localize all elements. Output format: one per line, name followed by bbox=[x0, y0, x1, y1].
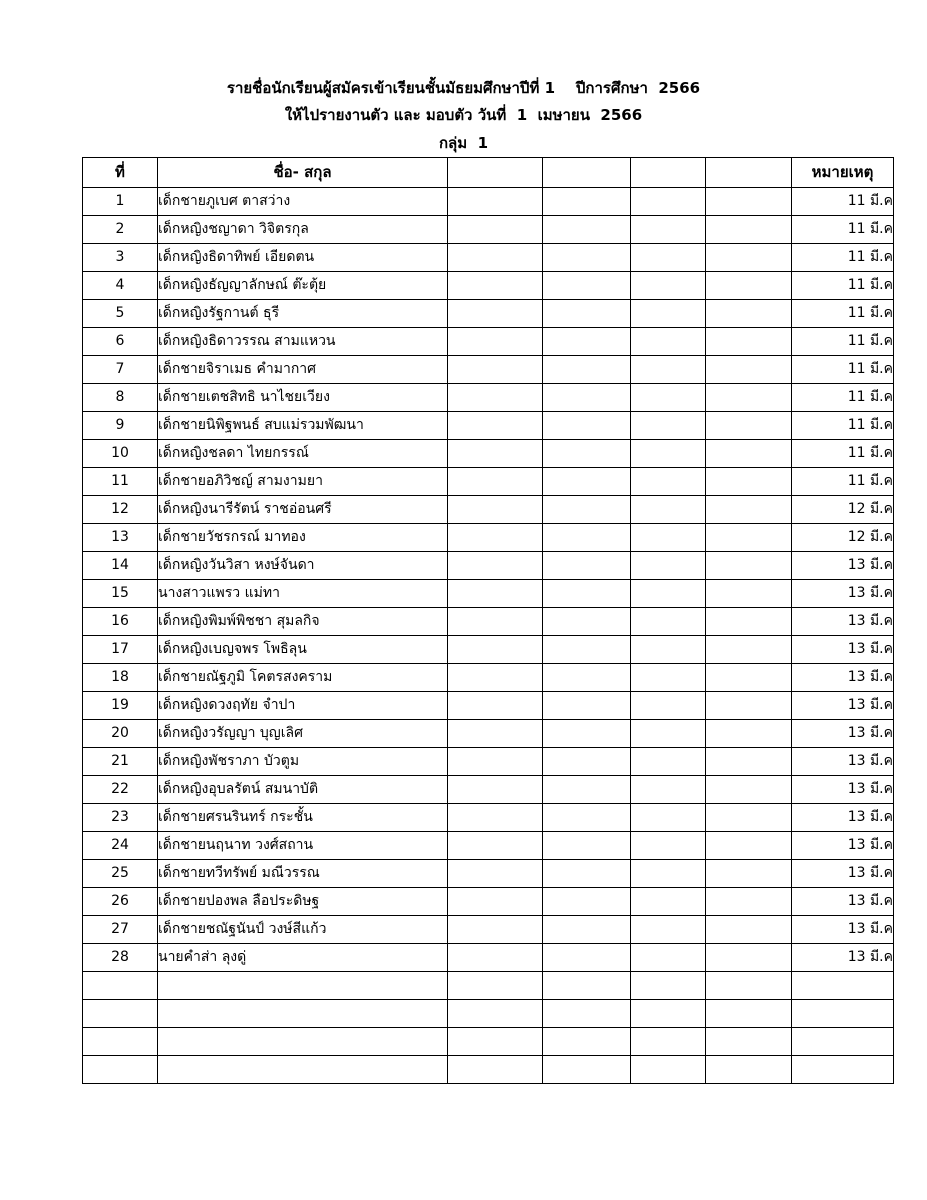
row-number: 26 bbox=[83, 888, 158, 916]
blank-cell-1 bbox=[448, 608, 543, 636]
blank-cell-1 bbox=[448, 244, 543, 272]
note-cell: 13 มี.ค bbox=[792, 664, 894, 692]
blank-cell-2 bbox=[543, 244, 631, 272]
note-cell: 11 มี.ค bbox=[792, 412, 894, 440]
student-name: เด็กชายศรนรินทร์ กระชั้น bbox=[158, 804, 448, 832]
blank-cell-2 bbox=[543, 356, 631, 384]
column-header-extra-3 bbox=[631, 158, 706, 188]
blank-cell-4 bbox=[706, 860, 792, 888]
blank-cell-1 bbox=[448, 1056, 543, 1084]
row-number: 16 bbox=[83, 608, 158, 636]
note-cell: 13 มี.ค bbox=[792, 636, 894, 664]
blank-cell-1 bbox=[448, 664, 543, 692]
table-row bbox=[83, 244, 894, 272]
blank-cell-3 bbox=[631, 496, 706, 524]
table-row bbox=[83, 524, 894, 552]
note-cell bbox=[792, 1028, 894, 1056]
student-name: เด็กหญิงวันวิสา หงษ์จันดา bbox=[158, 552, 448, 580]
row-number: 18 bbox=[83, 664, 158, 692]
blank-cell-4 bbox=[706, 216, 792, 244]
blank-cell-3 bbox=[631, 1056, 706, 1084]
row-number: 1 bbox=[83, 188, 158, 216]
blank-cell-1 bbox=[448, 804, 543, 832]
blank-cell-4 bbox=[706, 244, 792, 272]
blank-cell-2 bbox=[543, 972, 631, 1000]
student-name: เด็กหญิงธิดาทิพย์ เอียดตน bbox=[158, 244, 448, 272]
page-subtitle: ให้ไปรายงานตัว และ มอบตัว วันที่ 1 เมษายน 2566 bbox=[284, 106, 643, 124]
blank-cell-2 bbox=[543, 1056, 631, 1084]
row-number: 24 bbox=[83, 832, 158, 860]
blank-cell-2 bbox=[543, 720, 631, 748]
blank-cell-1 bbox=[448, 1028, 543, 1056]
blank-cell-4 bbox=[706, 272, 792, 300]
row-number: 23 bbox=[83, 804, 158, 832]
note-cell: 13 มี.ค bbox=[792, 776, 894, 804]
note-cell: 13 มี.ค bbox=[792, 860, 894, 888]
blank-cell-2 bbox=[543, 580, 631, 608]
blank-cell-1 bbox=[448, 972, 543, 1000]
blank-cell-1 bbox=[448, 468, 543, 496]
student-name: เด็กหญิงรัฐกานต์ ธุรี bbox=[158, 300, 448, 328]
table-row bbox=[83, 328, 894, 356]
blank-cell-2 bbox=[543, 804, 631, 832]
blank-cell-4 bbox=[706, 1028, 792, 1056]
table-row bbox=[83, 552, 894, 580]
table-row bbox=[83, 944, 894, 972]
note-cell: 11 มี.ค bbox=[792, 272, 894, 300]
student-name: เด็กหญิงวรัญญา บุญเลิศ bbox=[158, 720, 448, 748]
blank-cell-3 bbox=[631, 328, 706, 356]
blank-cell-4 bbox=[706, 944, 792, 972]
blank-cell-4 bbox=[706, 664, 792, 692]
blank-cell-2 bbox=[543, 300, 631, 328]
blank-cell-3 bbox=[631, 216, 706, 244]
note-cell: 13 มี.ค bbox=[792, 692, 894, 720]
blank-cell-4 bbox=[706, 972, 792, 1000]
row-number: 12 bbox=[83, 496, 158, 524]
blank-cell-4 bbox=[706, 524, 792, 552]
blank-cell-2 bbox=[543, 832, 631, 860]
blank-cell-1 bbox=[448, 692, 543, 720]
blank-cell-3 bbox=[631, 272, 706, 300]
table-row bbox=[83, 412, 894, 440]
row-number: 3 bbox=[83, 244, 158, 272]
blank-cell-4 bbox=[706, 440, 792, 468]
blank-cell-3 bbox=[631, 608, 706, 636]
column-header-no: ที่ bbox=[83, 158, 158, 188]
blank-cell-2 bbox=[543, 440, 631, 468]
blank-cell-1 bbox=[448, 188, 543, 216]
table-row bbox=[83, 188, 894, 216]
note-cell: 11 มี.ค bbox=[792, 216, 894, 244]
blank-cell-2 bbox=[543, 916, 631, 944]
table-header-row bbox=[83, 158, 894, 188]
table-row bbox=[83, 804, 894, 832]
blank-cell-2 bbox=[543, 748, 631, 776]
note-cell: 13 มี.ค bbox=[792, 580, 894, 608]
blank-cell-1 bbox=[448, 412, 543, 440]
row-number: 22 bbox=[83, 776, 158, 804]
student-name: เด็กชายทวีทรัพย์ มณีวรรณ bbox=[158, 860, 448, 888]
student-name: เด็กชายภูเบศ ตาสว่าง bbox=[158, 188, 448, 216]
blank-cell-1 bbox=[448, 440, 543, 468]
blank-cell-3 bbox=[631, 552, 706, 580]
blank-cell-1 bbox=[448, 384, 543, 412]
blank-cell-4 bbox=[706, 608, 792, 636]
blank-cell-4 bbox=[706, 636, 792, 664]
blank-cell-2 bbox=[543, 888, 631, 916]
blank-cell-2 bbox=[543, 496, 631, 524]
student-name: นายคำส่า ลุงดู่ bbox=[158, 944, 448, 972]
note-cell bbox=[792, 1056, 894, 1084]
blank-cell-4 bbox=[706, 188, 792, 216]
student-name: เด็กหญิงชลดา ไทยกรรณ์ bbox=[158, 440, 448, 468]
blank-cell-3 bbox=[631, 300, 706, 328]
blank-cell-3 bbox=[631, 972, 706, 1000]
row-number: 2 bbox=[83, 216, 158, 244]
blank-cell-4 bbox=[706, 328, 792, 356]
note-cell bbox=[792, 972, 894, 1000]
row-number: 6 bbox=[83, 328, 158, 356]
page-title: รายชื่อนักเรียนผู้สมัครเข้าเรียนชั้นมัธยมศึกษาปีที่ 1 ปีการศึกษา 2566 bbox=[226, 79, 701, 97]
blank-cell-4 bbox=[706, 384, 792, 412]
blank-cell-1 bbox=[448, 1000, 543, 1028]
student-name: เด็กชายเตชสิทธิ นาไชยเวียง bbox=[158, 384, 448, 412]
blank-cell-1 bbox=[448, 328, 543, 356]
blank-cell-4 bbox=[706, 776, 792, 804]
blank-cell-3 bbox=[631, 244, 706, 272]
column-header-extra-2 bbox=[543, 158, 631, 188]
student-name: เด็กชายนิพิฐพนธ์ สบแม่รวมพัฒนา bbox=[158, 412, 448, 440]
student-roster-table bbox=[82, 157, 894, 1084]
note-cell: 13 มี.ค bbox=[792, 832, 894, 860]
blank-cell-4 bbox=[706, 412, 792, 440]
blank-cell-4 bbox=[706, 720, 792, 748]
table-row bbox=[83, 1056, 894, 1084]
row-number bbox=[83, 1056, 158, 1084]
student-name: เด็กชายชณัฐนันป์ วงษ์สีแก้ว bbox=[158, 916, 448, 944]
blank-cell-2 bbox=[543, 1028, 631, 1056]
row-number: 11 bbox=[83, 468, 158, 496]
blank-cell-4 bbox=[706, 580, 792, 608]
student-name: เด็กชายนฤนาท วงศ์สถาน bbox=[158, 832, 448, 860]
note-cell: 13 มี.ค bbox=[792, 720, 894, 748]
note-cell: 11 มี.ค bbox=[792, 300, 894, 328]
row-number bbox=[83, 972, 158, 1000]
row-number: 19 bbox=[83, 692, 158, 720]
note-cell: 11 มี.ค bbox=[792, 356, 894, 384]
row-number: 8 bbox=[83, 384, 158, 412]
blank-cell-1 bbox=[448, 636, 543, 664]
blank-cell-4 bbox=[706, 804, 792, 832]
blank-cell-1 bbox=[448, 916, 543, 944]
column-header-name: ชื่อ- สกุล bbox=[158, 158, 448, 188]
note-cell: 13 มี.ค bbox=[792, 888, 894, 916]
student-name: เด็กชายวัชรกรณ์ มาทอง bbox=[158, 524, 448, 552]
note-cell: 11 มี.ค bbox=[792, 468, 894, 496]
table-row bbox=[83, 916, 894, 944]
blank-cell-2 bbox=[543, 636, 631, 664]
blank-cell-3 bbox=[631, 804, 706, 832]
blank-cell-1 bbox=[448, 300, 543, 328]
blank-cell-3 bbox=[631, 720, 706, 748]
blank-cell-2 bbox=[543, 468, 631, 496]
student-name bbox=[158, 972, 448, 1000]
blank-cell-2 bbox=[543, 776, 631, 804]
blank-cell-3 bbox=[631, 944, 706, 972]
blank-cell-1 bbox=[448, 580, 543, 608]
student-name: เด็กชายจิราเมธ คำมากาศ bbox=[158, 356, 448, 384]
table-row bbox=[83, 1028, 894, 1056]
note-cell: 13 มี.ค bbox=[792, 748, 894, 776]
table-row bbox=[83, 468, 894, 496]
blank-cell-1 bbox=[448, 888, 543, 916]
student-name bbox=[158, 1000, 448, 1028]
table-row bbox=[83, 720, 894, 748]
student-name: เด็กชายอภิวิชญ์ สามงามยา bbox=[158, 468, 448, 496]
blank-cell-3 bbox=[631, 1028, 706, 1056]
blank-cell-2 bbox=[543, 412, 631, 440]
table-row bbox=[83, 1000, 894, 1028]
row-number: 17 bbox=[83, 636, 158, 664]
note-cell: 11 มี.ค bbox=[792, 188, 894, 216]
student-name: เด็กชายปองพล ลือประดิษฐ bbox=[158, 888, 448, 916]
blank-cell-3 bbox=[631, 384, 706, 412]
student-name: เด็กหญิงอุบลรัตน์ สมนาบัติ bbox=[158, 776, 448, 804]
blank-cell-2 bbox=[543, 552, 631, 580]
student-name: เด็กหญิงธิดาวรรณ สามแหวน bbox=[158, 328, 448, 356]
note-cell: 13 มี.ค bbox=[792, 552, 894, 580]
blank-cell-4 bbox=[706, 356, 792, 384]
blank-cell-3 bbox=[631, 776, 706, 804]
blank-cell-1 bbox=[448, 720, 543, 748]
note-cell: 11 มี.ค bbox=[792, 244, 894, 272]
table-row bbox=[83, 636, 894, 664]
blank-cell-2 bbox=[543, 608, 631, 636]
blank-cell-1 bbox=[448, 860, 543, 888]
blank-cell-1 bbox=[448, 524, 543, 552]
note-cell: 12 มี.ค bbox=[792, 496, 894, 524]
column-header-note: หมายเหตุ bbox=[792, 158, 894, 188]
row-number: 28 bbox=[83, 944, 158, 972]
blank-cell-3 bbox=[631, 636, 706, 664]
blank-cell-3 bbox=[631, 468, 706, 496]
blank-cell-3 bbox=[631, 664, 706, 692]
blank-cell-3 bbox=[631, 832, 706, 860]
student-name: เด็กหญิงดวงฤทัย จำปา bbox=[158, 692, 448, 720]
row-number: 20 bbox=[83, 720, 158, 748]
blank-cell-4 bbox=[706, 1000, 792, 1028]
column-header-extra-4 bbox=[706, 158, 792, 188]
column-header-extra-1 bbox=[448, 158, 543, 188]
student-name bbox=[158, 1028, 448, 1056]
table-row bbox=[83, 580, 894, 608]
blank-cell-4 bbox=[706, 552, 792, 580]
blank-cell-1 bbox=[448, 776, 543, 804]
blank-cell-4 bbox=[706, 496, 792, 524]
blank-cell-3 bbox=[631, 440, 706, 468]
note-cell: 13 มี.ค bbox=[792, 804, 894, 832]
note-cell: 11 มี.ค bbox=[792, 384, 894, 412]
blank-cell-4 bbox=[706, 1056, 792, 1084]
table-row bbox=[83, 972, 894, 1000]
blank-cell-1 bbox=[448, 216, 543, 244]
blank-cell-1 bbox=[448, 356, 543, 384]
row-number: 21 bbox=[83, 748, 158, 776]
blank-cell-3 bbox=[631, 580, 706, 608]
blank-cell-2 bbox=[543, 664, 631, 692]
student-name: นางสาวแพรว แม่ทา bbox=[158, 580, 448, 608]
blank-cell-2 bbox=[543, 944, 631, 972]
blank-cell-1 bbox=[448, 748, 543, 776]
row-number: 25 bbox=[83, 860, 158, 888]
note-cell: 12 มี.ค bbox=[792, 524, 894, 552]
blank-cell-3 bbox=[631, 356, 706, 384]
group-label: กลุ่ม 1 bbox=[438, 134, 489, 152]
student-name: เด็กหญิงเบญจพร โพธิลุน bbox=[158, 636, 448, 664]
blank-cell-1 bbox=[448, 496, 543, 524]
student-name: เด็กหญิงพิมพ์พิชชา สุมลกิจ bbox=[158, 608, 448, 636]
table-row bbox=[83, 860, 894, 888]
blank-cell-4 bbox=[706, 832, 792, 860]
blank-cell-2 bbox=[543, 216, 631, 244]
row-number bbox=[83, 1028, 158, 1056]
blank-cell-4 bbox=[706, 748, 792, 776]
note-cell: 11 มี.ค bbox=[792, 328, 894, 356]
blank-cell-3 bbox=[631, 916, 706, 944]
row-number: 9 bbox=[83, 412, 158, 440]
blank-cell-3 bbox=[631, 188, 706, 216]
table-row bbox=[83, 272, 894, 300]
blank-cell-2 bbox=[543, 1000, 631, 1028]
table-row bbox=[83, 384, 894, 412]
table-row bbox=[83, 440, 894, 468]
note-cell: 13 มี.ค bbox=[792, 944, 894, 972]
row-number: 14 bbox=[83, 552, 158, 580]
blank-cell-3 bbox=[631, 748, 706, 776]
blank-cell-4 bbox=[706, 468, 792, 496]
row-number: 4 bbox=[83, 272, 158, 300]
table-row bbox=[83, 496, 894, 524]
row-number: 13 bbox=[83, 524, 158, 552]
blank-cell-2 bbox=[543, 524, 631, 552]
table-row bbox=[83, 692, 894, 720]
note-cell bbox=[792, 1000, 894, 1028]
row-number: 7 bbox=[83, 356, 158, 384]
row-number: 10 bbox=[83, 440, 158, 468]
blank-cell-2 bbox=[543, 272, 631, 300]
blank-cell-3 bbox=[631, 1000, 706, 1028]
blank-cell-1 bbox=[448, 272, 543, 300]
student-name: เด็กชายณัฐภูมิ โคตรสงคราม bbox=[158, 664, 448, 692]
student-name: เด็กหญิงชญาดา วิจิตรกุล bbox=[158, 216, 448, 244]
student-name: เด็กหญิงพัชราภา บัวตูม bbox=[158, 748, 448, 776]
table-row bbox=[83, 664, 894, 692]
student-name bbox=[158, 1056, 448, 1084]
student-name: เด็กหญิงธัญญาลักษณ์ ต๊ะตุ้ย bbox=[158, 272, 448, 300]
note-cell: 13 มี.ค bbox=[792, 916, 894, 944]
table-row bbox=[83, 216, 894, 244]
blank-cell-1 bbox=[448, 552, 543, 580]
student-name: เด็กหญิงนารีรัตน์ ราชอ่อนศรี bbox=[158, 496, 448, 524]
note-cell: 13 มี.ค bbox=[792, 608, 894, 636]
table-row bbox=[83, 888, 894, 916]
table-row bbox=[83, 748, 894, 776]
blank-cell-3 bbox=[631, 524, 706, 552]
blank-cell-1 bbox=[448, 832, 543, 860]
blank-cell-2 bbox=[543, 328, 631, 356]
blank-cell-1 bbox=[448, 944, 543, 972]
blank-cell-3 bbox=[631, 888, 706, 916]
blank-cell-4 bbox=[706, 692, 792, 720]
table-row bbox=[83, 608, 894, 636]
blank-cell-2 bbox=[543, 860, 631, 888]
blank-cell-2 bbox=[543, 384, 631, 412]
blank-cell-3 bbox=[631, 412, 706, 440]
table-row bbox=[83, 832, 894, 860]
table-row bbox=[83, 356, 894, 384]
row-number bbox=[83, 1000, 158, 1028]
row-number: 15 bbox=[83, 580, 158, 608]
table-row bbox=[83, 776, 894, 804]
blank-cell-3 bbox=[631, 860, 706, 888]
row-number: 27 bbox=[83, 916, 158, 944]
table-row bbox=[83, 300, 894, 328]
blank-cell-2 bbox=[543, 692, 631, 720]
blank-cell-4 bbox=[706, 916, 792, 944]
blank-cell-2 bbox=[543, 188, 631, 216]
note-cell: 11 มี.ค bbox=[792, 440, 894, 468]
row-number: 5 bbox=[83, 300, 158, 328]
blank-cell-4 bbox=[706, 300, 792, 328]
blank-cell-4 bbox=[706, 888, 792, 916]
blank-cell-3 bbox=[631, 692, 706, 720]
